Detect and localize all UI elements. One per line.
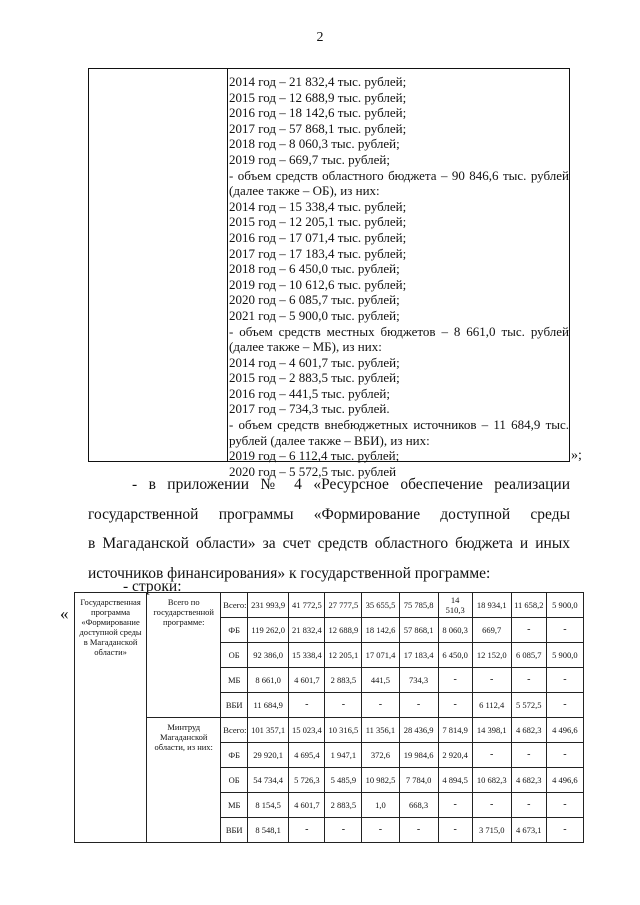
value-cell: 5 726,3 <box>289 768 325 793</box>
value-cell: 21 832,4 <box>289 618 325 643</box>
value-cell: 15 023,4 <box>289 718 325 743</box>
value-cell: 4 695,4 <box>289 743 325 768</box>
value-cell: 8 661,0 <box>248 668 289 693</box>
funding-list-item: 2019 год – 669,7 тыс. рублей; <box>229 151 390 167</box>
value-cell: 28 436,9 <box>399 718 438 743</box>
value-cell: 17 183,4 <box>399 643 438 668</box>
funding-list-item: 2014 год – 21 832,4 тыс. рублей; <box>229 74 407 89</box>
source-label-cell: ФБ <box>221 618 248 643</box>
value-cell: 6 112,4 <box>472 693 511 718</box>
value-cell: 231 993,9 <box>248 593 289 618</box>
value-cell: - <box>362 693 399 718</box>
funding-list-item: - объем средств внебюджетных источников – 11 684,9 тыс. <box>229 417 569 433</box>
funding-list-item: 2020 год – 6 085,7 тыс. рублей; <box>229 292 400 308</box>
value-cell: - <box>511 618 546 643</box>
funding-list-item: 2017 год – 17 183,4 тыс. рублей; <box>229 245 407 261</box>
funding-list-item: рублей (далее также – ВБИ), из них: <box>229 432 430 448</box>
funding-list-item: (далее также – МБ), из них: <box>229 339 382 355</box>
source-label-cell: МБ <box>221 668 248 693</box>
funding-list-item: 2014 год – 15 338,4 тыс. рублей; <box>229 198 407 214</box>
funding-list-item: - объем средств местных бюджетов – 8 661,0 тыс. рублей <box>229 323 569 339</box>
value-cell: 6 450,0 <box>438 643 472 668</box>
rows-label: - строки: <box>123 578 182 595</box>
value-cell: 5 572,5 <box>511 693 546 718</box>
value-cell: - <box>546 818 583 843</box>
value-cell: 41 772,5 <box>289 593 325 618</box>
value-cell: 10 682,3 <box>472 768 511 793</box>
value-cell: 12 205,1 <box>325 643 362 668</box>
source-label-cell: Всего: <box>221 593 248 618</box>
value-cell: 668,3 <box>399 793 438 818</box>
source-label-cell: ВБИ <box>221 693 248 718</box>
value-cell: 35 655,5 <box>362 593 399 618</box>
funding-list <box>229 74 569 479</box>
value-cell: - <box>472 668 511 693</box>
program-name-cell: Государственная программа «Формирование доступной среды в Магаданской области» <box>75 593 147 843</box>
value-cell: 4 682,3 <box>511 718 546 743</box>
funding-list-item: 2018 год – 6 450,0 тыс. рублей; <box>229 261 400 277</box>
value-cell: - <box>546 693 583 718</box>
value-cell: - <box>399 693 438 718</box>
funding-list-item: 2019 год – 10 612,6 тыс. рублей; <box>229 276 407 292</box>
value-cell: - <box>438 793 472 818</box>
value-cell: 1 947,1 <box>325 743 362 768</box>
value-cell: 2 920,4 <box>438 743 472 768</box>
value-cell: - <box>511 668 546 693</box>
value-cell: 27 777,5 <box>325 593 362 618</box>
table-row <box>75 718 584 743</box>
value-cell: 5 900,0 <box>546 593 583 618</box>
value-cell: 14 510,3 <box>438 593 472 618</box>
funding-list-item: 2015 год – 2 883,5 тыс. рублей; <box>229 370 400 386</box>
value-cell: 4 496,6 <box>546 718 583 743</box>
page-number: 2 <box>316 30 324 45</box>
value-cell: 29 920,1 <box>248 743 289 768</box>
value-cell: 4 673,1 <box>511 818 546 843</box>
financing-table <box>74 592 584 843</box>
value-cell: 8 060,3 <box>438 618 472 643</box>
value-cell: 669,7 <box>472 618 511 643</box>
value-cell: 11 684,9 <box>248 693 289 718</box>
value-cell: - <box>546 793 583 818</box>
paragraph-line: в Магаданской области» за счет средств областного бюджета и иных <box>88 535 570 552</box>
value-cell: - <box>546 743 583 768</box>
value-cell: 6 085,7 <box>511 643 546 668</box>
value-cell: 12 688,9 <box>325 618 362 643</box>
funding-table <box>88 68 570 479</box>
value-cell: - <box>472 743 511 768</box>
funding-list-item: 2015 год – 12 205,1 тыс. рублей; <box>229 214 407 230</box>
value-cell: 11 356,1 <box>362 718 399 743</box>
value-cell: 1,0 <box>362 793 399 818</box>
value-cell: 10 316,5 <box>325 718 362 743</box>
value-cell: 12 152,0 <box>472 643 511 668</box>
value-cell: 7 784,0 <box>399 768 438 793</box>
value-cell: - <box>546 618 583 643</box>
value-cell: - <box>438 668 472 693</box>
value-cell: 119 262,0 <box>248 618 289 643</box>
value-cell: - <box>472 793 511 818</box>
value-cell: 18 142,6 <box>362 618 399 643</box>
funding-list-item: (далее также – ОБ), из них: <box>229 183 380 199</box>
funding-list-item: 2016 год – 441,5 тыс. рублей; <box>229 385 390 401</box>
value-cell: 18 934,1 <box>472 593 511 618</box>
value-cell: 101 357,1 <box>248 718 289 743</box>
value-cell: 8 154,5 <box>248 793 289 818</box>
funding-list-item: 2014 год – 4 601,7 тыс. рублей; <box>229 354 400 370</box>
value-cell: 2 883,5 <box>325 793 362 818</box>
value-cell: 17 071,4 <box>362 643 399 668</box>
funding-list-item: 2020 год – 5 572,5 тыс. рублей <box>229 463 397 479</box>
funding-list-item: 2021 год – 5 900,0 тыс. рублей; <box>229 307 400 323</box>
paragraph-line: - в приложении № 4 «Ресурсное обеспечение реализации <box>132 476 570 493</box>
paragraph-line: государственной программы «Формирование доступной среды <box>88 505 570 523</box>
value-cell: 57 868,1 <box>399 618 438 643</box>
value-cell: - <box>289 693 325 718</box>
paragraph-line: источников финансирования» к государственной программе: <box>88 564 491 582</box>
value-cell: - <box>325 818 362 843</box>
value-cell: - <box>362 818 399 843</box>
source-label-cell: МБ <box>221 793 248 818</box>
source-label-cell: ВБИ <box>221 818 248 843</box>
value-cell: 2 883,5 <box>325 668 362 693</box>
funding-list-item: - объем средств областного бюджета – 90 846,6 тыс. рублей <box>229 167 569 183</box>
value-cell: 92 386,0 <box>248 643 289 668</box>
value-cell: 372,6 <box>362 743 399 768</box>
value-cell: - <box>289 818 325 843</box>
source-label-cell: ФБ <box>221 743 248 768</box>
value-cell: - <box>399 818 438 843</box>
value-cell: 7 814,9 <box>438 718 472 743</box>
value-cell: 10 982,5 <box>362 768 399 793</box>
funding-list-item: 2017 год – 734,3 тыс. рублей. <box>229 401 390 417</box>
value-cell: 4 601,7 <box>289 668 325 693</box>
table-row <box>75 593 584 618</box>
funding-list-item: 2015 год – 12 688,9 тыс. рублей; <box>229 89 407 105</box>
source-label-cell: ОБ <box>221 643 248 668</box>
value-cell: - <box>511 793 546 818</box>
value-cell: 4 496,6 <box>546 768 583 793</box>
value-cell: - <box>438 818 472 843</box>
opening-quote: « <box>60 604 69 623</box>
value-cell: - <box>438 693 472 718</box>
source-label-cell: ОБ <box>221 768 248 793</box>
value-cell: - <box>511 743 546 768</box>
value-cell: 19 984,6 <box>399 743 438 768</box>
value-cell: 14 398,1 <box>472 718 511 743</box>
group-name-cell: Всего по государственной программе: <box>147 593 221 718</box>
value-cell: 8 548,1 <box>248 818 289 843</box>
column-divider <box>227 69 228 461</box>
funding-list-item: 2017 год – 57 868,1 тыс. рублей; <box>229 120 407 136</box>
funding-list-item: 2016 год – 18 142,6 тыс. рублей; <box>229 105 407 121</box>
value-cell: 734,3 <box>399 668 438 693</box>
value-cell: 4 601,7 <box>289 793 325 818</box>
value-cell: - <box>546 668 583 693</box>
funding-list-item: 2019 год – 6 112,4 тыс. рублей; <box>229 448 400 464</box>
value-cell: 4 682,3 <box>511 768 546 793</box>
value-cell: 75 785,8 <box>399 593 438 618</box>
source-label-cell: Всего: <box>221 718 248 743</box>
value-cell: 5 485,9 <box>325 768 362 793</box>
value-cell: 11 658,2 <box>511 593 546 618</box>
funding-list-item: 2016 год – 17 071,4 тыс. рублей; <box>229 229 407 245</box>
closing-quote: »; <box>571 448 582 463</box>
value-cell: 3 715,0 <box>472 818 511 843</box>
value-cell: 441,5 <box>362 668 399 693</box>
value-cell: 54 734,4 <box>248 768 289 793</box>
value-cell: 4 894,5 <box>438 768 472 793</box>
funding-list-item: 2018 год – 8 060,3 тыс. рублей; <box>229 136 400 152</box>
body-paragraph <box>88 470 570 588</box>
value-cell: - <box>325 693 362 718</box>
value-cell: 15 338,4 <box>289 643 325 668</box>
value-cell: 5 900,0 <box>546 643 583 668</box>
group-name-cell: Минтруд Магаданской области, из них: <box>147 718 221 843</box>
